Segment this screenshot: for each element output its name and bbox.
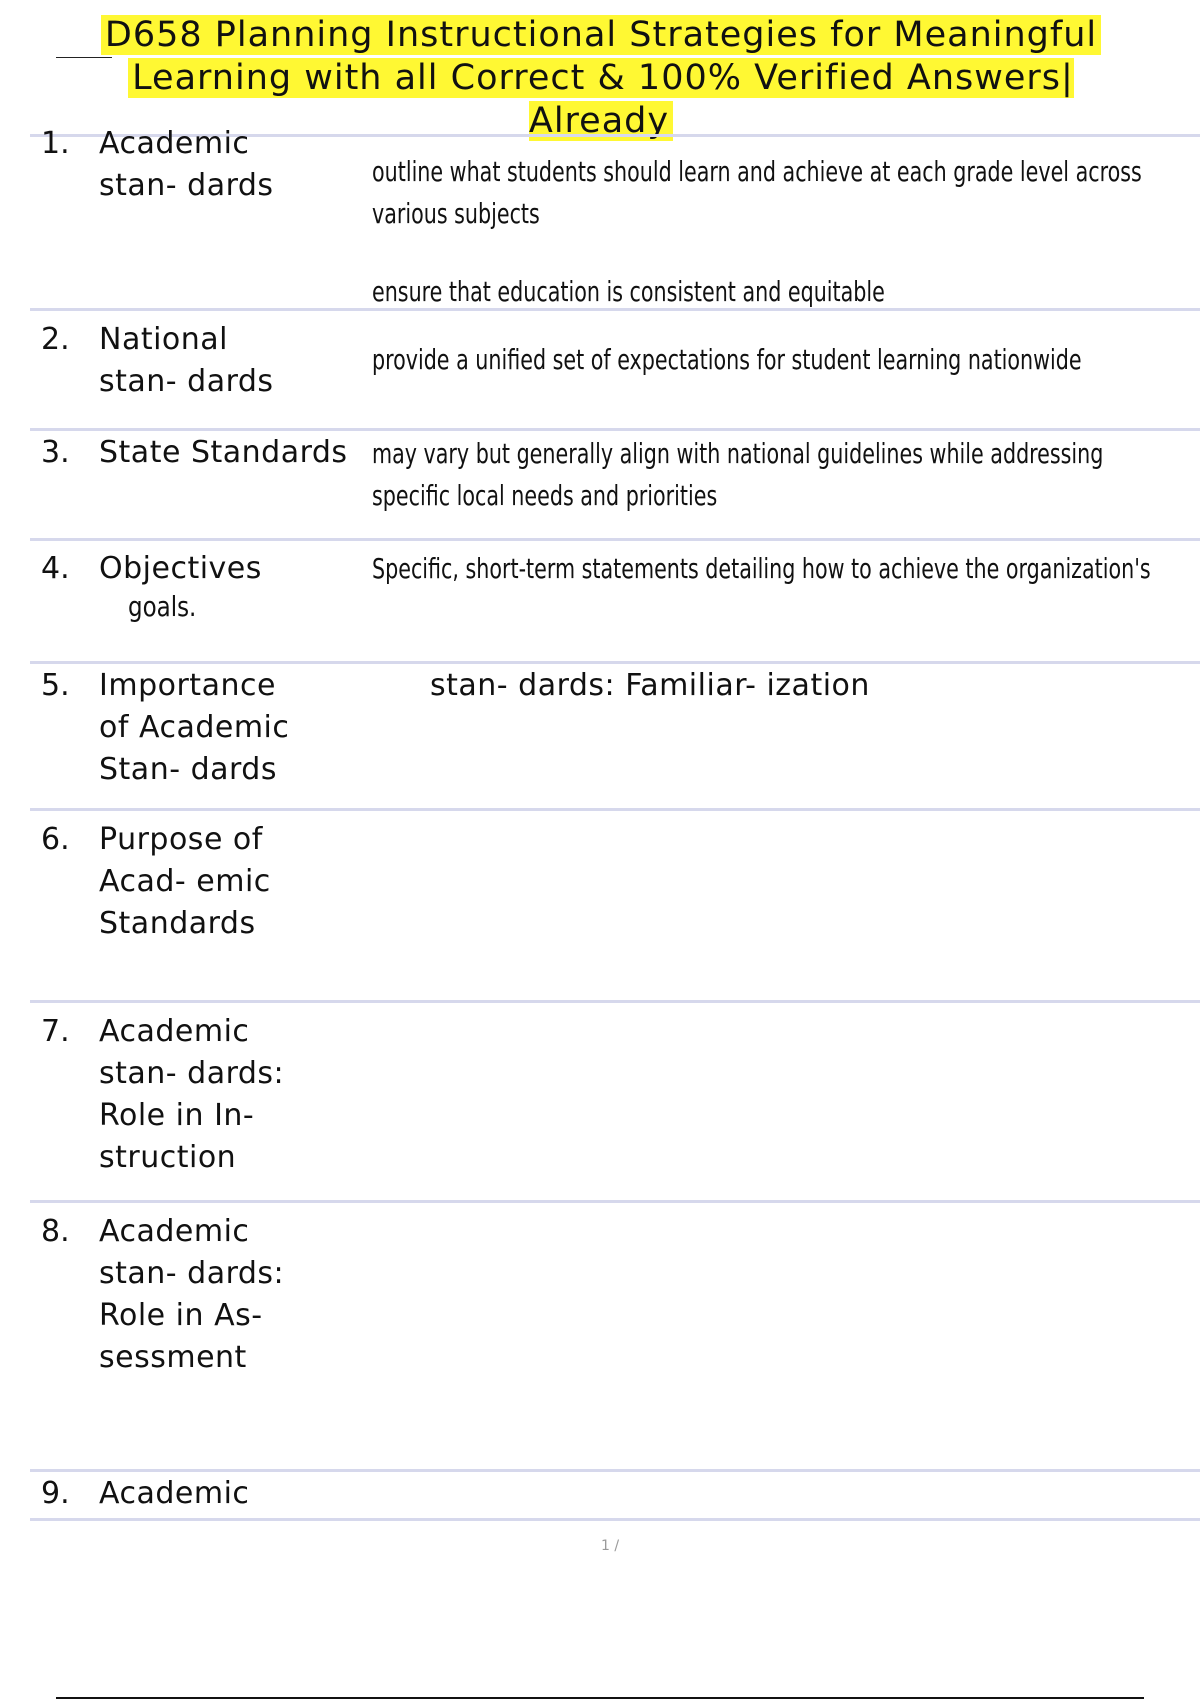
row-term (99, 319, 364, 403)
term-line: stan- dards: (99, 1256, 285, 1291)
term-line: sessment (99, 1340, 247, 1375)
definition-line: provide a unified set of expectations for student learning nationwide (372, 343, 1082, 376)
row-definition (372, 433, 1200, 517)
table-row (30, 661, 1200, 812)
term-line: Academic (99, 1014, 250, 1049)
row-term (99, 665, 364, 791)
definition-line: various subjects (372, 197, 540, 230)
term-line: Stan- dards (99, 752, 277, 787)
row-term (99, 1473, 364, 1515)
term-line: Academic (99, 1476, 250, 1511)
row-number: 1. (41, 126, 70, 161)
row-definition: stan- dards: Familiar- ization (430, 668, 870, 703)
term-line: stan- dards: (99, 1056, 285, 1091)
term-line: Purpose of (99, 822, 263, 857)
row-term (99, 1011, 364, 1179)
table-row (30, 1200, 1200, 1473)
term-line: Academic (99, 126, 250, 161)
row-number: 3. (41, 435, 70, 470)
row-term (99, 123, 364, 207)
row-term (99, 819, 364, 945)
table-bottom-rule (30, 1518, 1200, 1521)
row-number: 8. (41, 1214, 70, 1249)
table-row (30, 308, 1200, 431)
definition-overflow (128, 586, 211, 628)
table-row (30, 126, 1200, 313)
term-line: Role in In- (99, 1098, 255, 1133)
row-number: 4. (41, 551, 70, 586)
term-line: stan- dards (99, 364, 274, 399)
definition-line: goals. (128, 590, 197, 623)
definition-line: Specific, short-term statements detailing how to achieve the organization's (372, 552, 1151, 585)
term-line: State Standards (99, 435, 348, 470)
table-row (30, 808, 1200, 1003)
definition-line: specific local needs and priorities (372, 479, 718, 512)
table-row (30, 428, 1200, 541)
row-number: 6. (41, 822, 70, 857)
row-definition (372, 548, 1200, 590)
row-definition (372, 151, 1200, 313)
row-term (99, 432, 379, 474)
definition-line: may vary but generally align with national guidelines while addressing (372, 437, 1104, 470)
row-term (99, 1211, 364, 1379)
term-line: Role in As- (99, 1298, 263, 1333)
title-line-2: Learning with all Correct & 100% Verified Answers| Already (128, 58, 1074, 141)
term-line: Importance (99, 668, 276, 703)
row-number: 2. (41, 322, 70, 357)
term-line: Objectives (99, 551, 262, 586)
table-row (30, 1000, 1200, 1203)
row-number: 7. (41, 1014, 70, 1049)
term-line: National (99, 322, 229, 357)
term-line: Acad- emic (99, 864, 271, 899)
row-definition (372, 339, 1200, 381)
table-row (30, 1469, 1200, 1520)
term-line: Standards (99, 906, 256, 941)
term-line: Academic (99, 1214, 250, 1249)
page-number: 1 / (601, 1538, 620, 1554)
row-number: 9. (41, 1476, 70, 1511)
term-line: struction (99, 1140, 237, 1175)
row-number: 5. (41, 668, 70, 703)
footer-rule (56, 1697, 1144, 1699)
table-row (30, 538, 1200, 665)
definition-line: ensure that education is consistent and equitable (372, 275, 885, 308)
term-line: of Academic (99, 710, 290, 745)
term-line: stan- dards (99, 168, 274, 203)
row-term (99, 548, 364, 590)
definition-line: outline what students should learn and achieve at each grade level across (372, 155, 1142, 188)
title-line-1: D658 Planning Instructional Strategies for Meaningful (101, 15, 1101, 55)
